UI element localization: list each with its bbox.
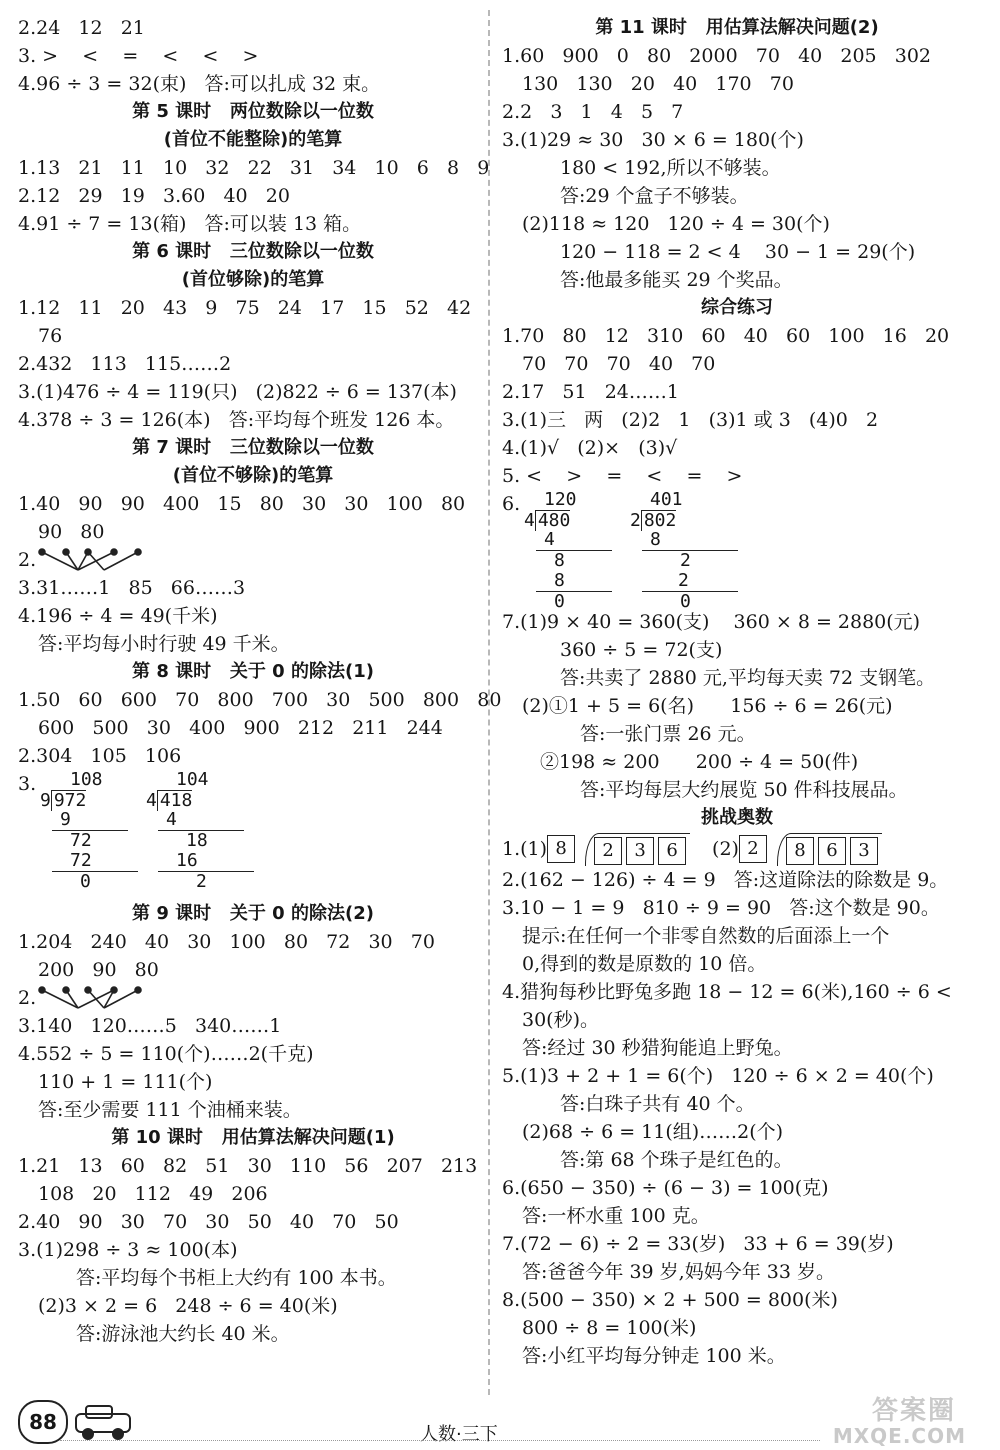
answer-line: 2.12 29 19 3.60 40 20 (18, 185, 290, 207)
final-remainder: 0 (52, 871, 138, 892)
answer-line: 3.10 − 1 = 9 810 ÷ 9 = 90 答:这个数是 90。 (502, 897, 940, 919)
digit-box: 6 (658, 837, 686, 865)
item-number: (2) (712, 838, 739, 860)
answer-line: 1.21 13 60 82 51 30 110 56 207 213 (18, 1155, 478, 1177)
answer-line: 3.140 120……5 340……1 (18, 1015, 282, 1037)
right-column (502, 14, 972, 1370)
dividend: 802 (641, 510, 677, 531)
answer-line: 1.204 240 40 30 100 80 72 30 70 (18, 931, 435, 953)
digit-box: 8 (547, 835, 575, 863)
answer-line: 5. < > = < = > (502, 465, 743, 487)
left-column (18, 14, 502, 1348)
answer-line: 70 70 70 40 70 (522, 353, 716, 375)
partial-product: 4 (166, 809, 177, 830)
answer-line: 4.552 ÷ 5 = 110(个)……2(千克) (18, 1043, 314, 1065)
watermark-logo (826, 1390, 976, 1450)
answer-line: 答:经过 30 秒猎狗能追上野兔。 (522, 1037, 793, 1059)
partial-product: 8 (650, 529, 661, 550)
remainder-step: 2 (642, 550, 738, 571)
digit-box: 2 (739, 835, 767, 863)
division-bracket (585, 833, 690, 866)
answer-line: 5.(1)3 + 2 + 1 = 6(个) 120 ÷ 6 × 2 = 40(个) (502, 1065, 934, 1087)
answer-line: 4.91 ÷ 7 = 13(箱) 答:可以装 13 箱。 (18, 213, 362, 235)
section-title: 综合练习 (701, 297, 773, 318)
division-bracket (777, 833, 882, 866)
answer-line: 2.432 113 115……2 (18, 353, 232, 375)
answer-line: 6.(650 − 350) ÷ (6 − 3) = 100(克) (502, 1177, 829, 1199)
final-remainder: 0 (642, 591, 738, 612)
lesson-title: 第 8 课时 关于 0 的除法(1) (132, 661, 374, 682)
dividend: 418 (157, 790, 193, 811)
answer-line: 答:29 个盒子不够装。 (560, 185, 749, 207)
partial-product: 2 (678, 570, 689, 591)
answer-line: (2)68 ÷ 6 = 11(组)……2(个) (522, 1121, 784, 1143)
answer-line: 答:爸爸今年 39 岁,妈妈今年 33 岁。 (522, 1261, 835, 1283)
answer-line: 2.40 90 30 70 30 50 40 70 50 (18, 1211, 399, 1233)
lesson-title: 第 10 课时 用估算法解决问题(1) (111, 1127, 395, 1148)
answer-line: (2)①1 + 5 = 6(名) 156 ÷ 6 = 26(元) (522, 695, 893, 717)
remainder-step: 18 (158, 830, 244, 851)
answer-line: 130 130 20 40 170 70 (522, 73, 794, 95)
lesson-title: 第 9 课时 关于 0 的除法(2) (132, 903, 374, 924)
digit-box: 3 (850, 837, 878, 865)
answer-line: 答:平均每层大约展览 50 件科技展品。 (580, 779, 908, 801)
long-division (146, 770, 254, 892)
answer-line: 90 80 (38, 521, 105, 543)
lesson-title: 第 6 课时 三位数除以一位数 (132, 241, 374, 262)
answer-line: 7.(1)9 × 40 = 360(支) 360 × 8 = 2880(元) (502, 611, 921, 633)
digit-box-division (502, 832, 972, 866)
section-title: 挑战奥数 (701, 807, 773, 828)
item-number: 6. (502, 493, 521, 515)
answer-line: 3.(1)476 ÷ 4 = 119(只) (2)822 ÷ 6 = 137(本) (18, 381, 457, 403)
answer-line: 3.(1)29 ≈ 30 30 × 6 = 180(个) (502, 129, 804, 151)
matching-diagram (18, 546, 488, 574)
lesson-subtitle: (首位不够除)的笔算 (172, 465, 334, 486)
quotient: 120 (544, 489, 577, 510)
answer-line: 76 (38, 325, 63, 347)
answer-line: 4.(1)√ (2)× (3)√ (502, 437, 678, 459)
digit-box: 2 (594, 837, 622, 865)
answer-line: 1.70 80 12 310 60 40 60 100 16 20 (502, 325, 950, 347)
watermark-url: MXQE.COM (832, 1424, 966, 1448)
matching-diagram (18, 984, 488, 1012)
remainder-step: 8 (536, 550, 612, 571)
lesson-subtitle: (首位够除)的笔算 (181, 269, 325, 290)
answer-line: 答:一张门票 26 元。 (580, 723, 756, 745)
footer-rule (60, 1440, 820, 1441)
watermark-text: 答案圈 (871, 1396, 956, 1426)
answer-line: 3.31……1 85 66……3 (18, 577, 246, 599)
car-icon (70, 1404, 140, 1444)
answer-line: 答:共卖了 2880 元,平均每天卖 72 支钢笔。 (560, 667, 936, 689)
answer-line: 1.12 11 20 43 9 75 24 17 15 52 42 (18, 297, 472, 319)
answer-line: 答:一杯水重 100 克。 (522, 1205, 710, 1227)
partial-product: 16 (176, 850, 198, 871)
answer-line: 180 < 192,所以不够装。 (560, 157, 781, 179)
answer-line: 答:平均每个书柜上大约有 100 本书。 (76, 1267, 397, 1289)
answer-line: 1.13 21 11 10 32 22 31 34 10 6 8 9 (18, 157, 490, 179)
quotient: 401 (650, 489, 683, 510)
answer-line: 答:他最多能买 29 个奖品。 (560, 269, 793, 291)
hint-line: 提示:在任何一个非零自然数的后面添上一个 (522, 925, 890, 947)
digit-box: 6 (818, 837, 846, 865)
long-division (40, 770, 138, 892)
answer-line: 1.50 60 600 70 800 700 30 500 800 80 (18, 689, 502, 711)
page-footer (0, 1390, 1000, 1450)
lesson-title: 第 11 课时 用估算法解决问题(2) (595, 17, 879, 38)
answer-line: 答:白珠子共有 40 个。 (560, 1093, 755, 1115)
quotient: 108 (70, 769, 103, 790)
answer-line: 360 ÷ 5 = 72(支) (560, 639, 723, 661)
partial-product: 4 (544, 529, 555, 550)
answer-line: 答:小红平均每分钟走 100 米。 (522, 1345, 786, 1367)
answer-line: 答:第 68 个珠子是红色的。 (560, 1149, 793, 1171)
answer-line: 108 20 112 49 206 (38, 1183, 268, 1205)
answer-line: 4.378 ÷ 3 = 126(本) 答:平均每个班发 126 本。 (18, 409, 455, 431)
item-number: 3. (18, 773, 37, 795)
dividend: 972 (51, 790, 87, 811)
page-number: 88 (18, 1400, 68, 1444)
answer-line: 2.17 51 24……1 (502, 381, 679, 403)
answer-line: 110 + 1 = 111(个) (38, 1071, 213, 1093)
matching-lines (38, 986, 148, 1012)
answer-line: 4.196 ÷ 4 = 49(千米) (18, 605, 218, 627)
partial-product: 72 (70, 850, 92, 871)
item-number: 2. (18, 987, 37, 1009)
quotient: 104 (176, 769, 209, 790)
answer-line: 答:平均每小时行驶 49 千米。 (38, 633, 290, 655)
divisor: 2 (630, 510, 641, 531)
answer-line: 200 90 80 (38, 959, 159, 981)
answer-line: 120 − 118 = 2 < 4 30 − 1 = 29(个) (560, 241, 916, 263)
partial-product: 9 (60, 809, 71, 830)
answer-line: 1.60 900 0 80 2000 70 40 205 302 (502, 45, 932, 67)
lesson-title: 第 7 课时 三位数除以一位数 (132, 437, 374, 458)
answer-line: ②198 ≈ 200 200 ÷ 4 = 50(件) (540, 751, 859, 773)
answer-line: 2.(162 − 126) ÷ 4 = 9 答:这道除法的除数是 9。 (502, 869, 949, 891)
hint-line: 0,得到的数是原数的 10 倍。 (522, 953, 767, 975)
digit-box: 3 (626, 837, 654, 865)
long-division-row (18, 770, 488, 900)
answer-line: 2.2 3 1 4 5 7 (502, 101, 684, 123)
divisor: 4 (146, 790, 157, 811)
answer-line: 4.猎狗每秒比野兔多跑 18 − 12 = 6(米),160 ÷ 6 < (502, 981, 952, 1003)
lesson-subtitle: (首位不能整除)的笔算 (163, 129, 343, 150)
divisor: 9 (40, 790, 51, 811)
answer-line: 1.40 90 90 400 15 80 30 30 100 80 (18, 493, 466, 515)
answer-line: 答:游泳池大约长 40 米。 (76, 1323, 290, 1345)
dividend: 480 (535, 510, 571, 531)
answer-line: 30(秒)。 (522, 1009, 600, 1031)
book-label: 人数·三下 (420, 1424, 498, 1445)
matching-lines (38, 548, 148, 574)
digit-box: 8 (786, 837, 814, 865)
final-remainder: 2 (158, 871, 254, 892)
final-remainder: 0 (536, 591, 612, 612)
answer-line: 3.(1)298 ÷ 3 ≈ 100(本) (18, 1239, 238, 1261)
item-number: 1.(1) (502, 838, 548, 860)
answer-line: 2.304 105 106 (18, 745, 182, 767)
long-division-row (502, 489, 972, 612)
answer-line: 4.96 ÷ 3 = 32(束) 答:可以扎成 32 束。 (18, 73, 381, 95)
answer-line: 600 500 30 400 900 212 211 244 (38, 717, 443, 739)
answer-line: 答:至少需要 111 个油桶来装。 (38, 1099, 302, 1121)
partial-product: 8 (554, 570, 565, 591)
answer-line: 7.(72 − 6) ÷ 2 = 33(岁) 33 + 6 = 39(岁) (502, 1233, 894, 1255)
remainder-step: 72 (52, 830, 128, 851)
answer-line: 3. > < = < < > (18, 45, 259, 67)
answer-line: 3.(1)三 两 (2)2 1 (3)1 或 3 (4)0 2 (502, 409, 879, 431)
item-number: 2. (18, 549, 37, 571)
long-division (524, 490, 612, 612)
long-division (630, 490, 738, 612)
divisor: 4 (524, 510, 535, 531)
answer-line: (2)118 ≈ 120 120 ÷ 4 = 30(个) (522, 213, 830, 235)
answer-line: (2)3 × 2 = 6 248 ÷ 6 = 40(米) (38, 1295, 338, 1317)
answer-line: 8.(500 − 350) × 2 + 500 = 800(米) (502, 1289, 838, 1311)
lesson-title: 第 5 课时 两位数除以一位数 (132, 101, 374, 122)
answer-line: 800 ÷ 8 = 100(米) (522, 1317, 697, 1339)
answer-line: 2.24 12 21 (18, 17, 145, 39)
